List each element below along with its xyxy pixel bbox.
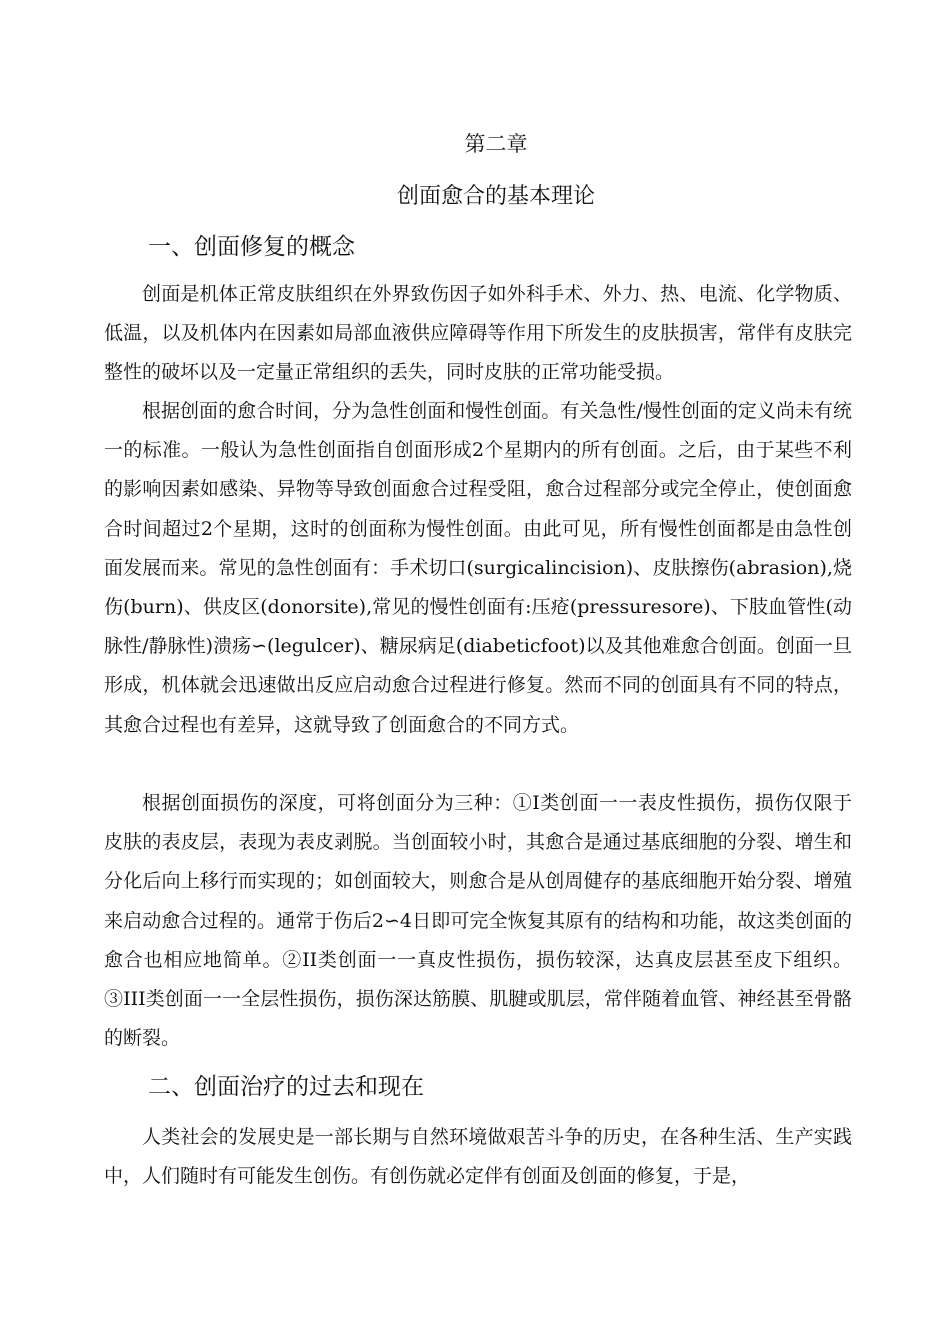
section-heading: 二、创面治疗的过去和现在 <box>148 1074 424 1100</box>
body-paragraph: 根据创面损伤的深度，可将创面分为三种：①I类创面一一表皮性损伤，损伤仅限于皮肤的表皮层，表现为表皮剥脱。当创面较小时，其愈合是通过基底细胞的分裂、增生和分化后向上移行而实现的；如创面较大，则愈合是从创周健存的基底细胞开始分裂、增殖来启动愈合过程的。通常于伤后2∽4日即可完全恢复其原有的结构和功能，故这类创面的愈合也相应地简单。②II类创面一一真皮性损伤，损伤较深，达真皮层甚至皮下组织。③III类创面一一全层性损伤，损伤深达筋膜、肌腱或肌层，常伴随着血管、神经甚至骨骼的断裂。 <box>104 792 852 1050</box>
body-paragraph: 人类社会的发展史是一部长期与自然环境做艰苦斗争的历史，在各种生活、生产实践中，人们随时有可能发生创伤。有创伤就必定伴有创面及创面的修复，于是， <box>104 1126 852 1188</box>
chapter-label: 第二章 <box>464 132 528 156</box>
body-paragraph: 创面是机体正常皮肤组织在外界致伤因子如外科手术、外力、热、电流、化学物质、低温，以及机体内在因素如局部血液供应障碍等作用下所发生的皮肤损害，常伴有皮肤完整性的破坏以及一定量正常组织的丢失，同时皮肤的正常功能受损。 <box>104 283 852 384</box>
body-paragraph: 根据创面的愈合时间，分为急性创面和慢性创面。有关急性/慢性创面的定义尚未有统一的标准。一般认为急性创面指自创面形成2个星期内的所有创面。之后，由于某些不利的影响因素如感染、异物等导致创面愈合过程受阻，愈合过程部分或完全停止，使创面愈合时间超过2个星期，这时的创面称为慢性创面。由此可见，所有慢性创面都是由急性创面发展而来。常见的急性创面有：手术切口(surgicalincision)、皮肤擦伤(abrasion),烧伤(burn)、供皮区(donorsite),常见的慢性创面有:压疮(pressuresore)、下肢血管性(动脉性/静脉性)溃疡∽(legulcer)、糖尿病足(diabeticfoot)以及其他难愈合创面。创面一旦形成，机体就会迅速做出反应启动愈合过程进行修复。然而不同的创面具有不同的特点，其愈合过程也有差异，这就导致了创面愈合的不同方式。 <box>104 400 852 736</box>
chapter-title: 创面愈合的基本理论 <box>396 184 595 209</box>
section-heading: 一、创面修复的概念 <box>148 234 355 260</box>
